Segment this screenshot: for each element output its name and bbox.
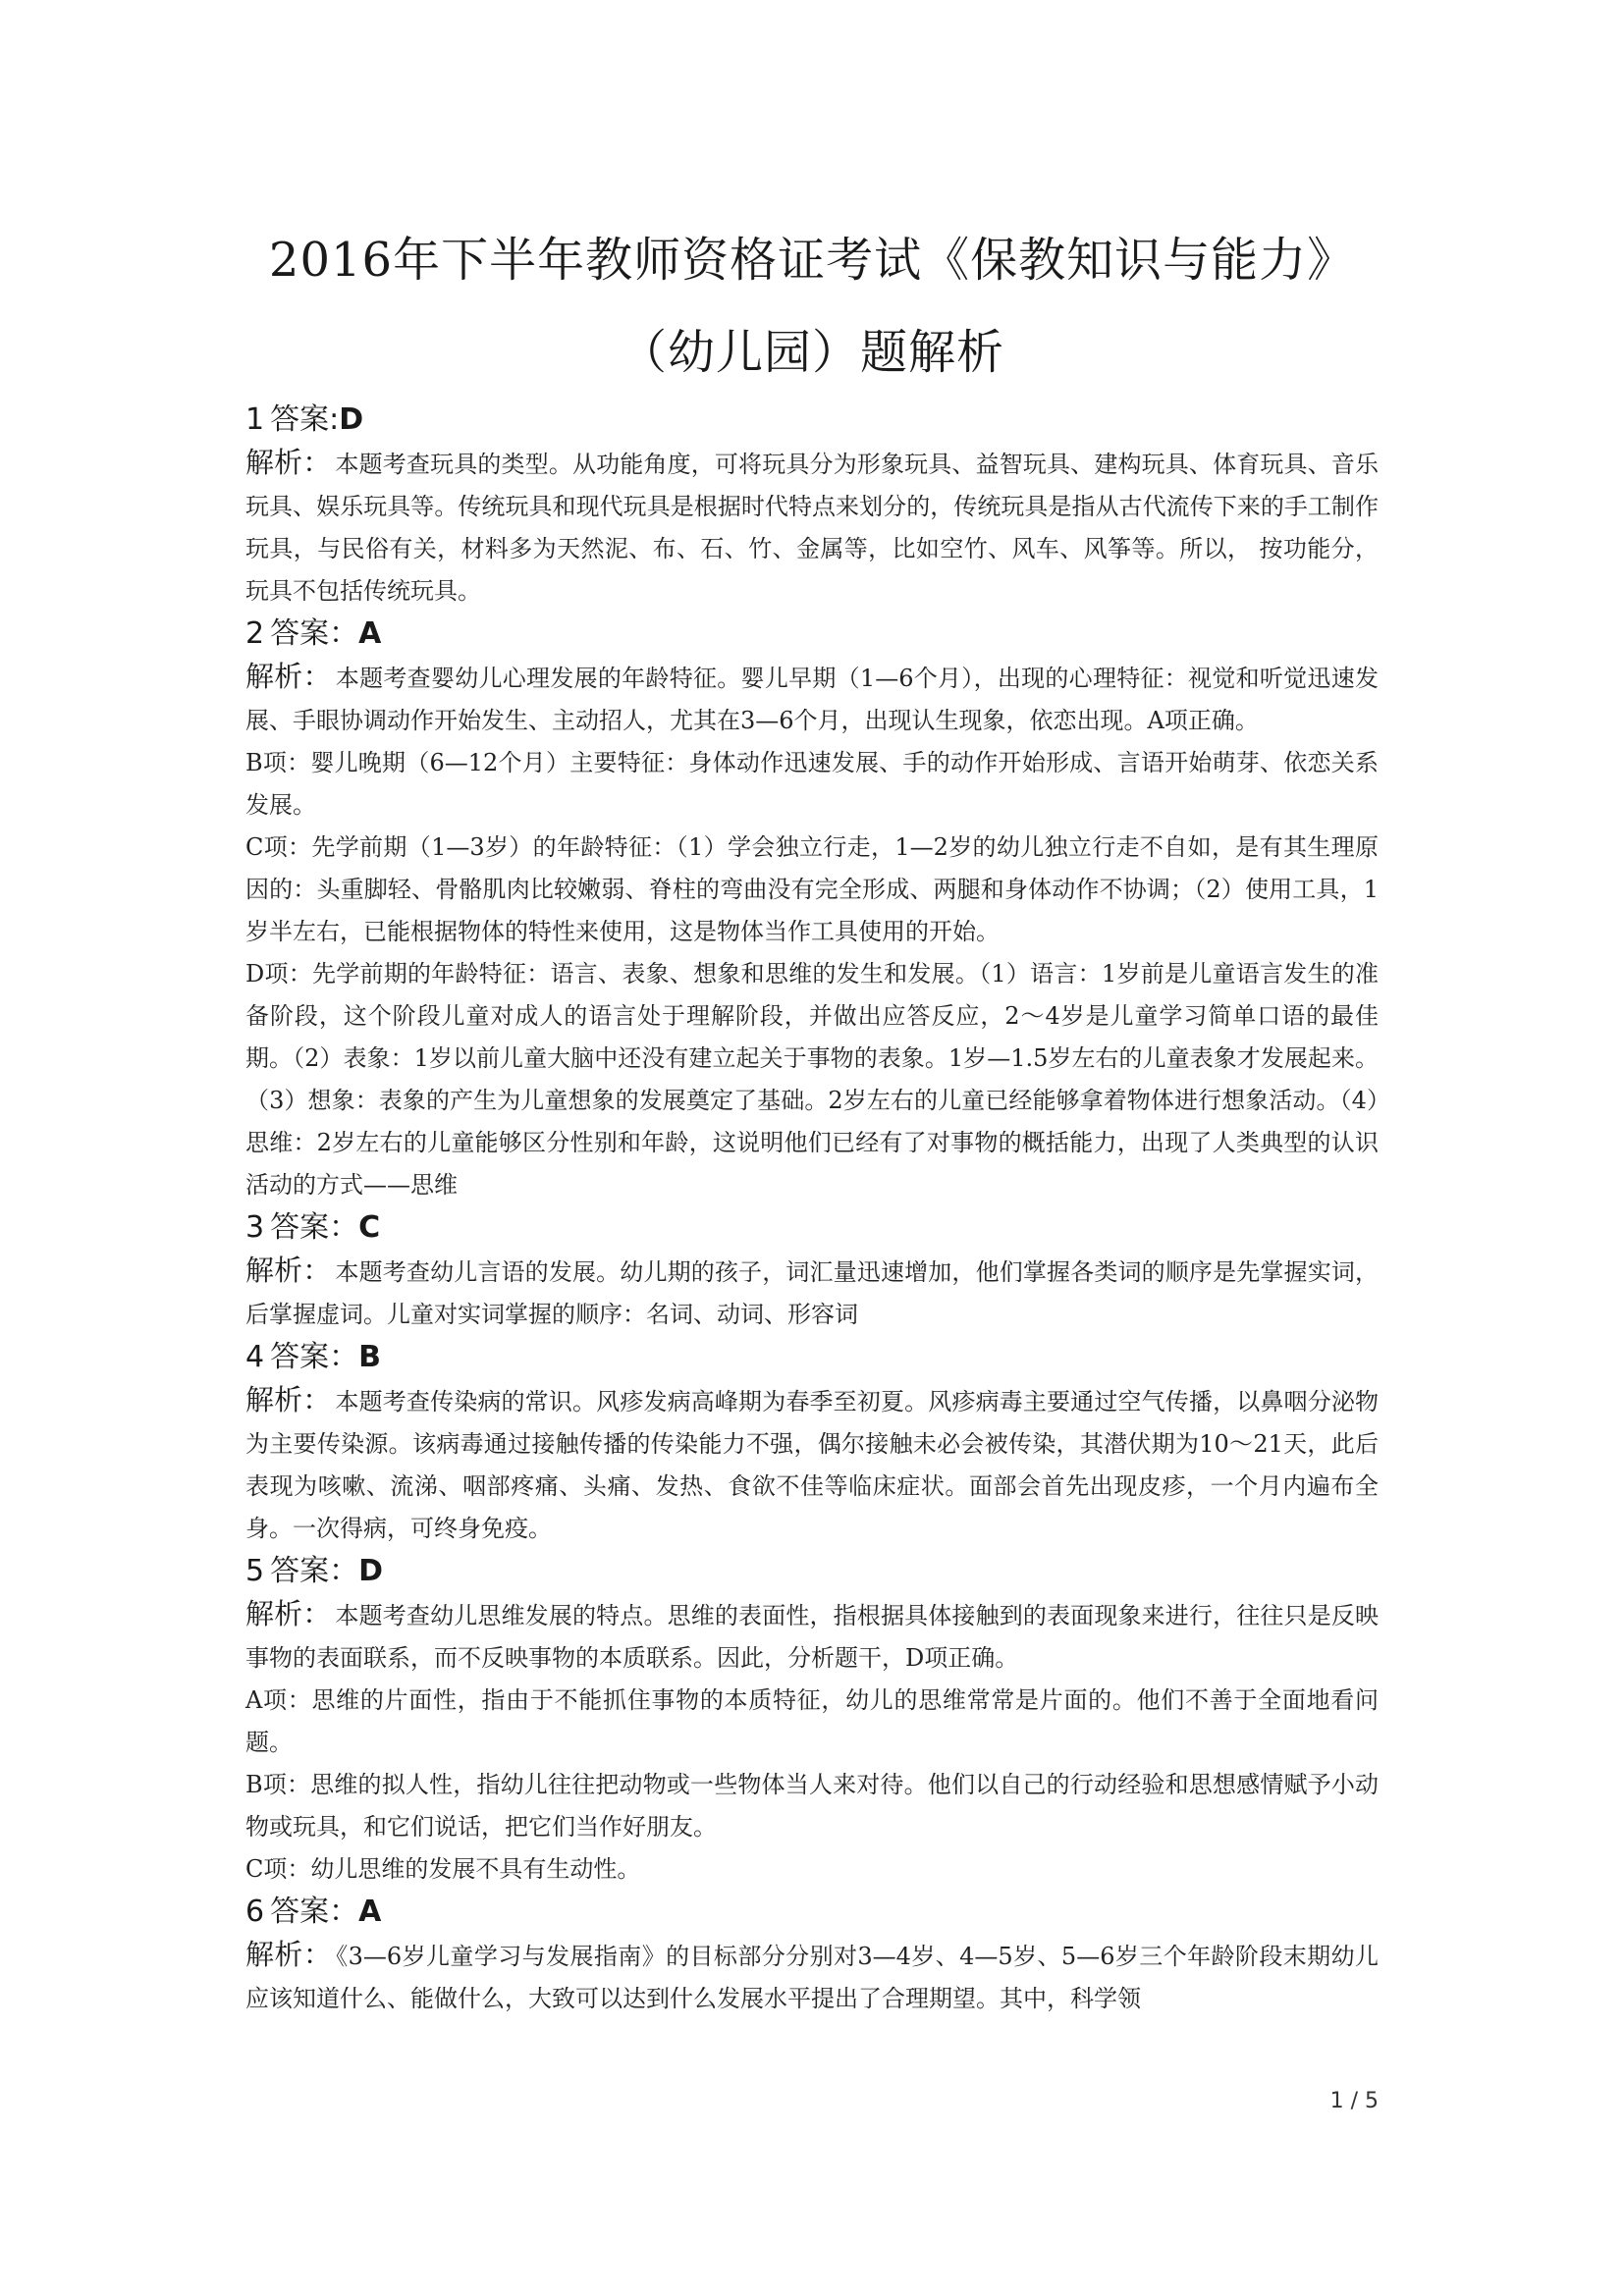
analysis-text: 本题考查婴幼儿心理发展的年龄特征。婴儿早期（1—6个月），出现的心理特征：视觉和听觉迅速发展、手眼协调动作开始发生、主动招人，尤其在3—6个月，出现认生现象，依恋出现。A项正确。	[245, 665, 1379, 734]
analysis-paragraph	[245, 1593, 1379, 1680]
answer-label: 答案：	[270, 1554, 359, 1588]
answer-line	[245, 399, 1379, 442]
analysis-text: 《3—6岁儿童学习与发展指南》的目标部分分别对3—4岁、4—5岁、5—6岁三个年龄阶段末期幼儿应该知道什么、能做什么，大致可以达到什么发展水平提出了合理期望。其中，科学领	[245, 1943, 1379, 2012]
answer-label: 答案：	[270, 616, 359, 651]
analysis-label: 解析：	[245, 446, 332, 479]
option-paragraph: B项：婴儿晚期（6—12个月）主要特征：身体动作迅速发展、手的动作开始形成、言语开始萌芽、依恋关系发展。	[245, 749, 1379, 819]
question-section	[245, 1336, 1379, 1550]
question-section	[245, 1891, 1379, 2020]
question-number: 2	[245, 616, 265, 651]
question-number: 4	[245, 1340, 265, 1374]
question-section	[245, 1206, 1379, 1336]
question-list	[245, 399, 1379, 2020]
option-paragraph: B项：思维的拟人性，指幼儿往往把动物或一些物体当人来对待。他们以自己的行动经验和思想感情赋予小动物或玩具，和它们说话，把它们当作好朋友。	[245, 1771, 1379, 1841]
answer-value: C	[358, 1210, 381, 1245]
page-number: 1 / 5	[1329, 2089, 1379, 2113]
analysis-text: 本题考查幼儿思维发展的特点。思维的表面性，指根据具体接触到的表面现象来进行，往往只是反映事物的表面联系，而不反映事物的本质联系。因此，分析题干，D项正确。	[245, 1602, 1379, 1672]
question-section	[245, 613, 1379, 1206]
question-number: 3	[245, 1210, 265, 1245]
analysis-text: 本题考查玩具的类型。从功能角度，可将玩具分为形象玩具、益智玩具、建构玩具、体育玩具、音乐玩具、娱乐玩具等。传统玩具和现代玩具是根据时代特点来划分的，传统玩具是指从古代流传下来的手工制作玩具，与民俗有关，材料多为天然泥、布、石、竹、金属等，比如空竹、风车、风筝等。所以， 按功能分，玩具不包括传统玩具。	[245, 451, 1379, 605]
answer-line	[245, 1891, 1379, 1934]
answer-value: A	[358, 616, 382, 651]
answer-label: 答案：	[270, 1340, 359, 1374]
answer-value: D	[339, 402, 364, 437]
answer-value: D	[358, 1554, 383, 1588]
option-paragraph: D项：先学前期的年龄特征：语言、表象、想象和思维的发生和发展。（1）语言：1岁前是儿童语言发生的准备阶段，这个阶段儿童对成人的语言处于理解阶段，并做出应答反应，2～4岁是儿童学习简单口语的最佳期。（2）表象：1岁以前儿童大脑中还没有建立起关于事物的表象。1岁—1.5岁左右的儿童表象才发展起来。（3）想象：表象的产生为儿童想象的发展奠定了基础。2岁左右的儿童已经能够拿着物体进行想象活动。（4）思维：2岁左右的儿童能够区分性别和年龄，这说明他们已经有了对事物的概括能力，出现了人类典型的认识活动的方式——思维	[245, 960, 1379, 1199]
answer-value: B	[358, 1340, 381, 1374]
answer-label: 答案：	[270, 1895, 359, 1929]
option-paragraph: A项：思维的片面性，指由于不能抓住事物的本质特征，幼儿的思维常常是片面的。他们不善于全面地看问题。	[245, 1686, 1379, 1756]
analysis-label: 解析：	[245, 1383, 332, 1416]
analysis-paragraph	[245, 1250, 1379, 1336]
question-number: 1	[245, 402, 265, 437]
analysis-paragraph	[245, 1934, 1379, 2020]
analysis-label: 解析：	[245, 1597, 332, 1630]
option-paragraph: C项：先学前期（1—3岁）的年龄特征：（1）学会独立行走，1—2岁的幼儿独立行走不自如，是有其生理原因的：头重脚轻、骨骼肌肉比较嫩弱、脊柱的弯曲没有完全形成、两腿和身体动作不协调；（2）使用工具，1岁半左右，已能根据物体的特性来使用，这是物体当作工具使用的开始。	[245, 833, 1379, 945]
answer-label: 答案:	[270, 402, 340, 437]
analysis-paragraph	[245, 1379, 1379, 1550]
document-page	[245, 214, 1379, 2020]
question-number: 5	[245, 1554, 265, 1588]
question-section	[245, 399, 1379, 613]
answer-line	[245, 1206, 1379, 1250]
answer-line	[245, 1336, 1379, 1379]
answer-line	[245, 1550, 1379, 1593]
analysis-text: 本题考查幼儿言语的发展。幼儿期的孩子，词汇量迅速增加，他们掌握各类词的顺序是先掌握实词，后掌握虚词。儿童对实词掌握的顺序：名词、动词、形容词	[245, 1258, 1379, 1328]
answer-label: 答案：	[270, 1210, 359, 1245]
question-section	[245, 1550, 1379, 1891]
option-paragraph: C项：幼儿思维的发展不具有生动性。	[245, 1855, 641, 1883]
analysis-label: 解析：	[245, 1938, 333, 1971]
analysis-label: 解析：	[245, 1254, 332, 1287]
question-number: 6	[245, 1895, 265, 1929]
analysis-paragraph	[245, 656, 1379, 742]
analysis-text: 本题考查传染病的常识。风疹发病高峰期为春季至初夏。风疹病毒主要通过空气传播，以鼻咽分泌物为主要传染源。该病毒通过接触传播的传染能力不强，偶尔接触未必会被传染，其潜伏期为10～21天，此后表现为咳嗽、流涕、咽部疼痛、头痛、发热、食欲不佳等临床症状。面部会首先出现皮疹，一个月内遍布全身。一次得病，可终身免疫。	[245, 1388, 1379, 1542]
answer-value: A	[358, 1895, 382, 1929]
analysis-paragraph	[245, 442, 1379, 613]
document-title: 2016年下半年教师资格证考试《保教知识与能力》（幼儿园）题解析	[268, 233, 1356, 380]
answer-line	[245, 613, 1379, 656]
analysis-label: 解析：	[245, 660, 332, 693]
